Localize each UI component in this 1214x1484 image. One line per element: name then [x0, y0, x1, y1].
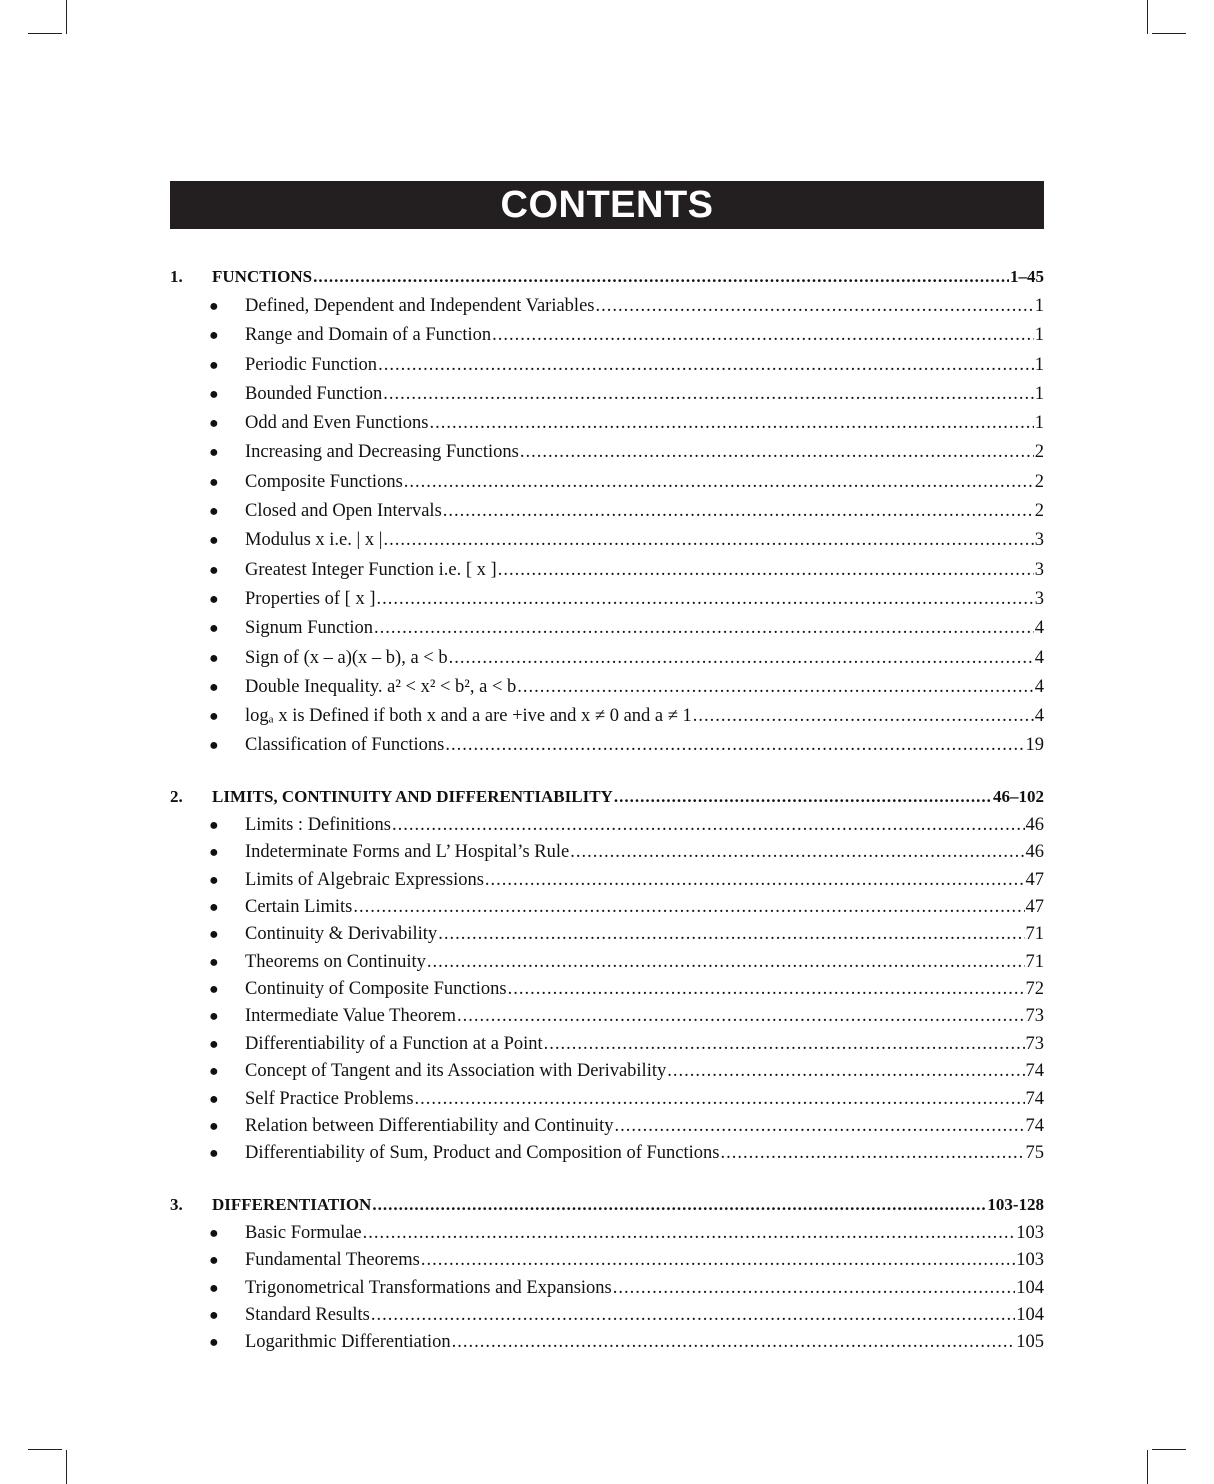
- item-page: 1: [1034, 413, 1044, 434]
- item-page: 104: [1016, 1277, 1044, 1298]
- contents-banner: CONTENTS: [170, 181, 1044, 229]
- dot-leader: [517, 673, 1034, 702]
- dot-leader: [520, 438, 1034, 467]
- item-label: Differentiability of Sum, Product and Composition of Functions: [245, 1143, 720, 1164]
- list-item[interactable]: [209, 673, 1044, 702]
- list-item[interactable]: [209, 380, 1044, 409]
- item-page: 47: [1025, 896, 1044, 917]
- crop-mark: [66, 0, 67, 34]
- item-label: Increasing and Decreasing Functions: [245, 442, 519, 463]
- item-label: Composite Functions: [245, 471, 403, 492]
- list-item[interactable]: [209, 1086, 1044, 1113]
- list-item[interactable]: [209, 526, 1044, 555]
- item-page: 4: [1034, 676, 1044, 697]
- item-label: Modulus x i.e. | x |: [245, 530, 383, 551]
- bullet-icon: ●: [209, 1090, 219, 1108]
- item-page: 3: [1034, 588, 1044, 609]
- dot-leader: [363, 1220, 1016, 1247]
- bullet-icon: ●: [209, 385, 219, 403]
- chapter-heading[interactable]: [170, 262, 1044, 292]
- dot-leader: [615, 1113, 1025, 1140]
- item-page: 19: [1025, 735, 1044, 756]
- dot-leader: [452, 1329, 1016, 1356]
- list-item[interactable]: [209, 292, 1044, 321]
- item-page: 103: [1016, 1222, 1044, 1243]
- dot-leader: [492, 321, 1034, 350]
- dot-leader: [377, 585, 1034, 614]
- dot-leader: [449, 644, 1034, 673]
- dot-leader: [720, 1140, 1024, 1167]
- bullet-icon: ●: [209, 532, 219, 550]
- dot-leader: [353, 894, 1024, 921]
- list-item[interactable]: [209, 644, 1044, 673]
- list-item[interactable]: [209, 867, 1044, 894]
- item-label: Relation between Differentiability and Continuity: [245, 1116, 614, 1137]
- item-label: Standard Results: [245, 1305, 370, 1325]
- list-item[interactable]: [209, 976, 1044, 1003]
- item-page: 1: [1034, 296, 1044, 316]
- list-item[interactable]: [209, 1247, 1044, 1274]
- dot-leader: [457, 1003, 1025, 1030]
- item-page: 73: [1025, 1006, 1044, 1027]
- list-item[interactable]: [209, 702, 1044, 731]
- list-item[interactable]: [209, 894, 1044, 921]
- item-page: 46: [1025, 814, 1044, 835]
- item-page: 2: [1034, 471, 1044, 492]
- item-label: Indeterminate Forms and L’ Hospital’s Rule: [245, 842, 570, 863]
- item-page: 103: [1016, 1250, 1044, 1271]
- dot-leader: [372, 1190, 986, 1220]
- bullet-icon: ●: [209, 953, 219, 971]
- bullet-icon: ●: [209, 1063, 219, 1081]
- bullet-icon: ●: [209, 1118, 219, 1136]
- crop-mark: [28, 33, 62, 34]
- chapter-number: 3.: [170, 1194, 183, 1214]
- bullet-icon: ●: [209, 444, 219, 462]
- item-page: 104: [1016, 1305, 1044, 1325]
- item-page: 71: [1025, 924, 1044, 945]
- list-item[interactable]: [209, 409, 1044, 438]
- list-item[interactable]: [209, 1058, 1044, 1085]
- bullet-icon: ●: [209, 415, 219, 433]
- chapter-pages: 46–102: [993, 786, 1044, 806]
- list-item[interactable]: [209, 468, 1044, 497]
- dot-leader: [313, 262, 1009, 292]
- dot-leader: [498, 556, 1034, 585]
- item-label: Concept of Tangent and its Association with Derivability: [245, 1061, 667, 1082]
- item-label: logₐ x is Defined if both x and a are +ive and x ≠ 0 and a ≠ 1: [245, 706, 692, 727]
- chapter-title: LIMITS, CONTINUITY AND DIFFERENTIABILITY: [212, 786, 613, 806]
- item-label: Range and Domain of a Function: [245, 325, 492, 346]
- list-item[interactable]: [209, 731, 1044, 760]
- item-page: 72: [1025, 979, 1044, 1000]
- item-label: Greatest Integer Function i.e. [ x ]: [245, 559, 497, 580]
- bullet-icon: ●: [209, 1035, 219, 1053]
- bullet-icon: ●: [209, 844, 219, 862]
- bullet-icon: ●: [209, 1224, 219, 1242]
- item-label: Trigonometrical Transformations and Expansions: [245, 1277, 612, 1298]
- item-label: Closed and Open Intervals: [245, 501, 442, 522]
- bullet-icon: ●: [209, 1145, 219, 1163]
- crop-mark: [1152, 1449, 1186, 1450]
- list-item[interactable]: [209, 949, 1044, 976]
- bullet-icon: ●: [209, 1307, 219, 1324]
- chapter-heading[interactable]: [170, 782, 1044, 812]
- item-label: Classification of Functions: [245, 735, 445, 756]
- item-page: 74: [1025, 1088, 1044, 1109]
- dot-leader: [445, 731, 1024, 760]
- item-label: Continuity of Composite Functions: [245, 979, 507, 1000]
- item-page: 4: [1034, 706, 1044, 727]
- item-label: Logarithmic Differentiation: [245, 1332, 451, 1353]
- item-label: Intermediate Value Theorem: [245, 1006, 456, 1027]
- crop-mark: [1147, 0, 1148, 34]
- list-item[interactable]: [209, 1003, 1044, 1030]
- list-item[interactable]: [209, 1329, 1044, 1356]
- bullet-icon: ●: [209, 561, 219, 579]
- bullet-icon: ●: [209, 1279, 219, 1297]
- chapter-heading[interactable]: [170, 1190, 1044, 1220]
- dot-leader: [383, 380, 1034, 409]
- chapter-number: 1.: [170, 267, 183, 286]
- dot-leader: [485, 867, 1025, 894]
- list-item[interactable]: [209, 812, 1044, 839]
- item-label: Theorems on Continuity: [245, 951, 426, 972]
- bullet-icon: ●: [209, 473, 219, 491]
- dot-leader: [427, 949, 1025, 976]
- dot-leader: [429, 409, 1033, 438]
- item-label: Differentiability of a Function at a Point: [245, 1033, 543, 1054]
- dot-leader: [404, 468, 1034, 497]
- list-item[interactable]: [209, 497, 1044, 526]
- chapter-number: 2.: [170, 786, 183, 806]
- chapter-title: DIFFERENTIATION: [212, 1194, 372, 1214]
- crop-mark: [28, 1449, 62, 1450]
- chapter-items: [170, 812, 1044, 1168]
- item-label: Properties of [ x ]: [245, 588, 376, 609]
- bullet-icon: ●: [209, 816, 219, 834]
- item-page: 71: [1025, 951, 1044, 972]
- item-label: Self Practice Problems: [245, 1088, 414, 1109]
- bullet-icon: ●: [209, 503, 219, 521]
- list-item[interactable]: [209, 921, 1044, 948]
- item-page: 75: [1025, 1143, 1044, 1164]
- item-page: 74: [1025, 1061, 1044, 1082]
- bullet-icon: ●: [209, 737, 219, 755]
- crop-mark: [1152, 33, 1186, 34]
- dot-leader: [371, 1302, 1015, 1329]
- bullet-icon: ●: [209, 926, 219, 944]
- bullet-icon: ●: [209, 898, 219, 916]
- bullet-icon: ●: [209, 678, 219, 696]
- list-item[interactable]: [209, 1220, 1044, 1247]
- list-item[interactable]: [209, 1140, 1044, 1167]
- item-label: Signum Function: [245, 618, 373, 639]
- bullet-icon: ●: [209, 708, 219, 726]
- dot-leader: [392, 812, 1025, 839]
- item-page: 1: [1034, 383, 1044, 404]
- list-item[interactable]: [209, 1302, 1044, 1329]
- chapter-items: [170, 1220, 1044, 1357]
- item-label: Sign of (x – a)(x – b), a < b: [245, 647, 448, 668]
- dot-leader: [415, 1086, 1025, 1113]
- item-label: Bounded Function: [245, 383, 383, 404]
- item-label: Periodic Function: [245, 354, 378, 375]
- item-page: 46: [1025, 842, 1044, 863]
- list-item[interactable]: [209, 1113, 1044, 1140]
- item-page: 73: [1025, 1033, 1044, 1054]
- dot-leader: [508, 976, 1025, 1003]
- item-page: 1: [1034, 325, 1044, 346]
- item-label: Limits : Definitions: [245, 814, 391, 835]
- list-item[interactable]: [209, 1031, 1044, 1058]
- bullet-icon: ●: [209, 298, 219, 315]
- dot-leader: [421, 1247, 1015, 1274]
- item-label: Basic Formulae: [245, 1222, 362, 1243]
- dot-leader: [570, 839, 1024, 866]
- list-item[interactable]: [209, 585, 1044, 614]
- crop-mark: [1147, 1450, 1148, 1484]
- dot-leader: [443, 497, 1034, 526]
- item-page: 3: [1034, 530, 1044, 551]
- bullet-icon: ●: [209, 1252, 219, 1270]
- item-label: Defined, Dependent and Independent Variables: [245, 296, 595, 316]
- item-label: Double Inequality. a² < x² < b², a < b: [245, 676, 517, 697]
- list-item[interactable]: [209, 351, 1044, 380]
- bullet-icon: ●: [209, 871, 219, 889]
- item-label: Certain Limits: [245, 896, 353, 917]
- bullet-icon: ●: [209, 327, 219, 345]
- bullet-icon: ●: [209, 1334, 219, 1352]
- dot-leader: [613, 1275, 1016, 1302]
- chapter-title: FUNCTIONS: [212, 267, 313, 286]
- dot-leader: [614, 782, 992, 812]
- bullet-icon: ●: [209, 1008, 219, 1026]
- dot-leader: [374, 614, 1034, 643]
- item-page: 1: [1034, 354, 1044, 375]
- item-page: 4: [1034, 618, 1044, 639]
- crop-mark: [66, 1450, 67, 1484]
- item-label: Fundamental Theorems: [245, 1250, 420, 1271]
- list-item[interactable]: [209, 556, 1044, 585]
- item-label: Odd and Even Functions: [245, 413, 429, 434]
- item-page: 3: [1034, 559, 1044, 580]
- chapter-items: [170, 292, 1044, 761]
- list-item[interactable]: [209, 1275, 1044, 1302]
- dot-leader: [596, 292, 1034, 321]
- list-item[interactable]: [209, 438, 1044, 467]
- item-page: 4: [1034, 647, 1044, 668]
- list-item[interactable]: [209, 614, 1044, 643]
- bullet-icon: ●: [209, 620, 219, 638]
- item-label: Continuity & Derivability: [245, 924, 438, 945]
- item-page: 2: [1034, 501, 1044, 522]
- chapter-pages: 1–45: [1010, 267, 1044, 286]
- bullet-icon: ●: [209, 649, 219, 667]
- dot-leader: [693, 702, 1034, 731]
- bullet-icon: ●: [209, 356, 219, 374]
- item-page: 74: [1025, 1116, 1044, 1137]
- list-item[interactable]: [209, 321, 1044, 350]
- dot-leader: [544, 1031, 1025, 1058]
- item-page: 2: [1034, 442, 1044, 463]
- dot-leader: [438, 921, 1024, 948]
- item-page: 105: [1016, 1332, 1044, 1353]
- bullet-icon: ●: [209, 981, 219, 999]
- dot-leader: [667, 1058, 1024, 1085]
- table-of-contents: [170, 262, 1044, 1357]
- list-item[interactable]: [209, 839, 1044, 866]
- item-label: Limits of Algebraic Expressions: [245, 869, 484, 890]
- dot-leader: [378, 351, 1034, 380]
- item-page: 47: [1025, 869, 1044, 890]
- bullet-icon: ●: [209, 590, 219, 608]
- chapter-pages: 103-128: [987, 1194, 1044, 1214]
- dot-leader: [383, 526, 1033, 555]
